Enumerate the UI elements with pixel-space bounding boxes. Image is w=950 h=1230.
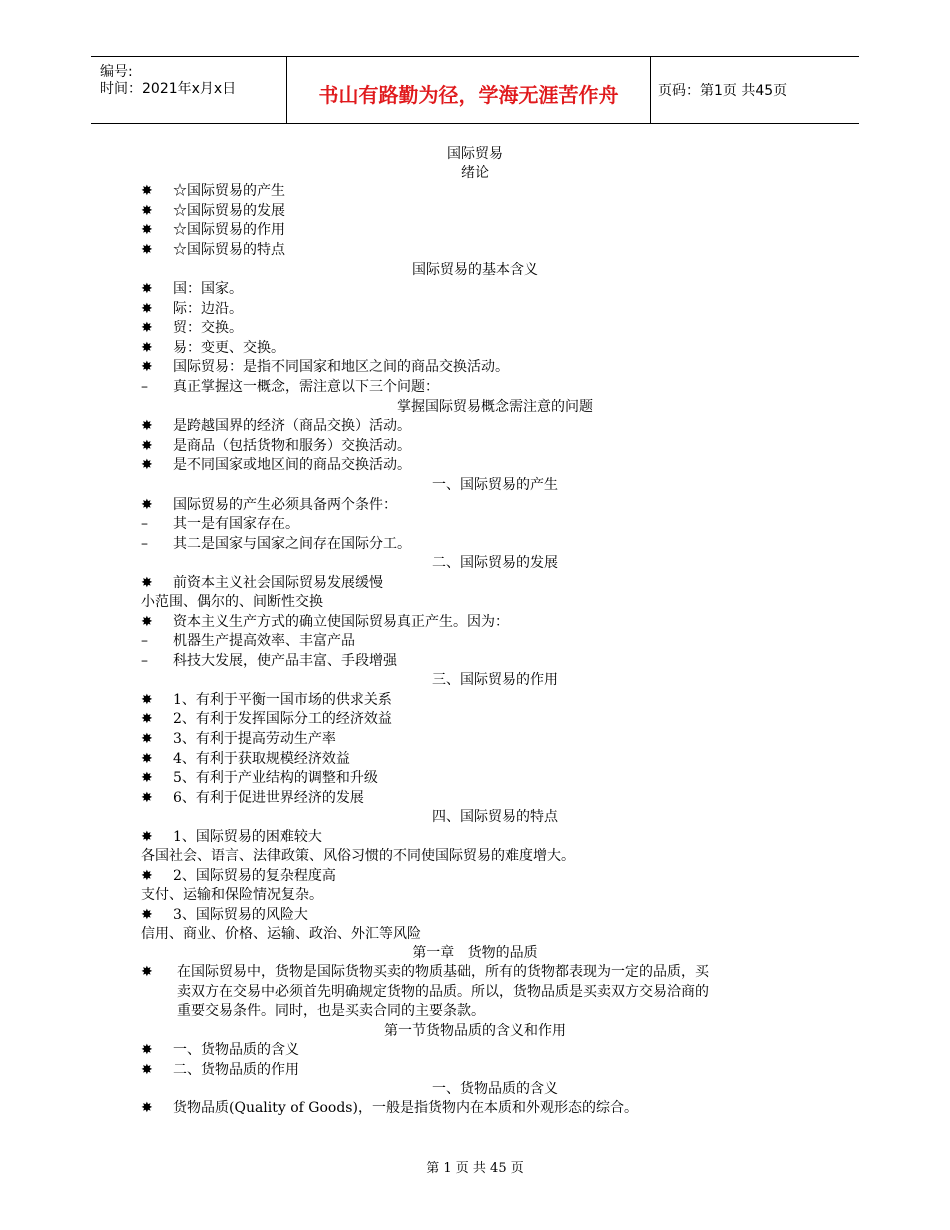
list-item xyxy=(141,300,243,318)
paragraph-text: 信用、商业、价格、运输、政治、外汇等风险 xyxy=(141,926,421,942)
bullet-dash-icon: – xyxy=(141,379,148,395)
list-item xyxy=(141,339,285,357)
bullet-star-icon: ✸ xyxy=(141,418,153,434)
paragraph-text: 支付、运输和保险情况复杂。 xyxy=(141,887,323,903)
section-heading: 三、国际贸易的作用 xyxy=(432,672,558,688)
list-item xyxy=(141,963,709,981)
list-item-text: 3、国际贸易的风险大 xyxy=(173,907,308,923)
bullet-star-icon: ✸ xyxy=(141,907,153,923)
page-footer: 第 1 页 共 45 页 xyxy=(426,1161,524,1176)
bullet-star-icon: ✸ xyxy=(141,1062,153,1078)
list-item xyxy=(141,378,439,396)
bullet-star-icon: ✸ xyxy=(141,692,153,708)
bullet-dash-icon: – xyxy=(141,516,148,532)
list-item xyxy=(141,1099,638,1117)
bullet-star-icon: ✸ xyxy=(141,1100,153,1116)
doc-title: 国际贸易 xyxy=(447,146,503,162)
bullet-star-icon: ✸ xyxy=(141,301,153,317)
list-item-text: 科技大发展，使产品丰富、手段增强 xyxy=(173,653,397,669)
list-item-text: 一、货物品质的含义 xyxy=(173,1042,299,1058)
list-item-text: 是商品（包括货物和服务）交换活动。 xyxy=(173,438,411,454)
list-item-text: 是跨越国界的经济（商品交换）活动。 xyxy=(173,418,411,434)
list-item-text: 贸：交换。 xyxy=(173,320,243,336)
bullet-star-icon: ✸ xyxy=(141,183,153,199)
list-item-text: ☆国际贸易的产生 xyxy=(173,183,285,199)
list-item xyxy=(141,319,243,337)
bullet-star-icon: ✸ xyxy=(141,711,153,727)
list-item xyxy=(141,906,308,924)
bullet-dash-icon: – xyxy=(141,653,148,669)
list-item-text: 前资本主义社会国际贸易发展缓慢 xyxy=(173,575,383,591)
bullet-star-icon: ✸ xyxy=(141,731,153,747)
list-item xyxy=(141,202,285,220)
list-item xyxy=(141,1041,299,1059)
list-item-text: 货物品质(Quality of Goods)，一般是指货物内在本质和外观形态的综合。 xyxy=(173,1100,638,1116)
bullet-star-icon: ✸ xyxy=(141,457,153,473)
list-item xyxy=(141,496,397,514)
bullet-star-icon: ✸ xyxy=(141,222,153,238)
list-item-text: 1、国际贸易的困难较大 xyxy=(173,829,322,845)
list-item-text: 其二是国家与国家之间存在国际分工。 xyxy=(173,536,411,552)
paragraph-text: 小范围、偶尔的、间断性交换 xyxy=(141,594,323,610)
list-item xyxy=(141,358,509,376)
bullet-star-icon: ✸ xyxy=(141,203,153,219)
bullet-star-icon: ✸ xyxy=(141,964,153,980)
section-heading: 一、货物品质的含义 xyxy=(432,1081,558,1097)
list-item-text: 2、有利于发挥国际分工的经济效益 xyxy=(173,711,392,727)
list-item-text: 5、有利于产业结构的调整和升级 xyxy=(173,770,378,786)
list-item-text: ☆国际贸易的作用 xyxy=(173,222,285,238)
list-item xyxy=(141,710,392,728)
list-item xyxy=(141,1061,299,1079)
list-item xyxy=(141,241,285,259)
bullet-star-icon: ✸ xyxy=(141,320,153,336)
list-item xyxy=(141,867,336,885)
list-item xyxy=(141,789,364,807)
list-item-text: 易：变更、交换。 xyxy=(173,340,285,356)
page-header xyxy=(91,56,859,124)
list-item xyxy=(141,730,336,748)
bullet-dash-icon: – xyxy=(141,536,148,552)
list-item xyxy=(141,652,397,670)
list-item xyxy=(141,613,509,631)
list-item-text: 4、有利于获取规模经济效益 xyxy=(173,751,350,767)
list-item-text: 1、有利于平衡一国市场的供求关系 xyxy=(173,692,392,708)
list-item-text: 国际贸易：是指不同国家和地区之间的商品交换活动。 xyxy=(173,359,509,375)
header-motto: 书山有路勤为径，学海无涯苦作舟 xyxy=(318,83,619,107)
list-item xyxy=(141,280,243,298)
bullet-star-icon: ✸ xyxy=(141,340,153,356)
list-item xyxy=(141,632,355,650)
paragraph-line: 在国际贸易中，货物是国际货物买卖的物质基础，所有的货物都表现为一定的品质，买 xyxy=(177,964,709,980)
list-item-text: 机器生产提高效率、丰富产品 xyxy=(173,633,355,649)
list-item-text: 国际贸易的产生必须具备两个条件： xyxy=(173,497,397,513)
list-item-text: 是不同国家或地区间的商品交换活动。 xyxy=(173,457,411,473)
list-item xyxy=(141,828,322,846)
bullet-star-icon: ✸ xyxy=(141,359,153,375)
list-item-text: 其一是有国家存在。 xyxy=(173,516,299,532)
bullet-star-icon: ✸ xyxy=(141,770,153,786)
bullet-star-icon: ✸ xyxy=(141,1042,153,1058)
bullet-star-icon: ✸ xyxy=(141,868,153,884)
list-item-text: 二、货物品质的作用 xyxy=(173,1062,299,1078)
list-item-text: 3、有利于提高劳动生产率 xyxy=(173,731,336,747)
intro-heading: 绪论 xyxy=(461,165,489,181)
bullet-dash-icon: – xyxy=(141,633,148,649)
bullet-star-icon: ✸ xyxy=(141,790,153,806)
list-item xyxy=(141,535,411,553)
list-item-text: 资本主义生产方式的确立使国际贸易真正产生。因为： xyxy=(173,614,509,630)
list-item-text: 际：边沿。 xyxy=(173,301,243,317)
list-item xyxy=(141,750,350,768)
bullet-star-icon: ✸ xyxy=(141,438,153,454)
paragraph-text: 各国社会、语言、法律政策、风俗习惯的不同使国际贸易的难度增大。 xyxy=(141,848,575,864)
section-heading: 国际贸易的基本含义 xyxy=(412,262,538,278)
list-item xyxy=(141,769,378,787)
list-item-text: 6、有利于促进世界经济的发展 xyxy=(173,790,364,806)
bullet-star-icon: ✸ xyxy=(141,497,153,513)
list-item xyxy=(141,456,411,474)
header-page-cell xyxy=(650,57,859,123)
bullet-star-icon: ✸ xyxy=(141,281,153,297)
bullet-star-icon: ✸ xyxy=(141,242,153,258)
bullet-star-icon: ✸ xyxy=(141,751,153,767)
bullet-star-icon: ✸ xyxy=(141,829,153,845)
header-page-info: 页码：第1页 共45页 xyxy=(658,83,788,99)
list-item-text: ☆国际贸易的发展 xyxy=(173,203,285,219)
section-heading: 一、国际贸易的产生 xyxy=(432,477,558,493)
list-item xyxy=(141,574,383,592)
chapter-heading: 第一章 货物的品质 xyxy=(412,945,538,961)
bullet-star-icon: ✸ xyxy=(141,614,153,630)
doc-number-label: 编号: xyxy=(100,64,133,80)
list-item-text: ☆国际贸易的特点 xyxy=(173,242,285,258)
list-item-text: 国：国家。 xyxy=(173,281,243,297)
bullet-star-icon: ✸ xyxy=(141,575,153,591)
section-heading: 四、国际贸易的特点 xyxy=(432,809,558,825)
section-heading: 二、国际贸易的发展 xyxy=(432,555,558,571)
header-motto-cell xyxy=(286,57,651,123)
list-item xyxy=(141,515,299,533)
list-item xyxy=(141,417,411,435)
list-item xyxy=(141,691,392,709)
paragraph-line: 卖双方在交易中必须首先明确规定货物的品质。所以，货物品质是买卖双方交易洽商的 xyxy=(177,984,709,1000)
list-item-text: 2、国际贸易的复杂程度高 xyxy=(173,868,336,884)
list-item xyxy=(141,221,285,239)
list-item xyxy=(141,437,411,455)
section-heading: 掌握国际贸易概念需注意的问题 xyxy=(397,399,593,415)
paragraph-line: 重要交易条件。同时，也是买卖合同的主要条款。 xyxy=(177,1003,485,1019)
header-meta-cell xyxy=(91,57,286,123)
list-item xyxy=(141,182,285,200)
doc-time-label: 时间：2021年x月x日 xyxy=(100,81,237,97)
section-heading: 第一节货物品质的含义和作用 xyxy=(384,1023,566,1039)
list-item-text: 真正掌握这一概念，需注意以下三个问题： xyxy=(173,379,439,395)
